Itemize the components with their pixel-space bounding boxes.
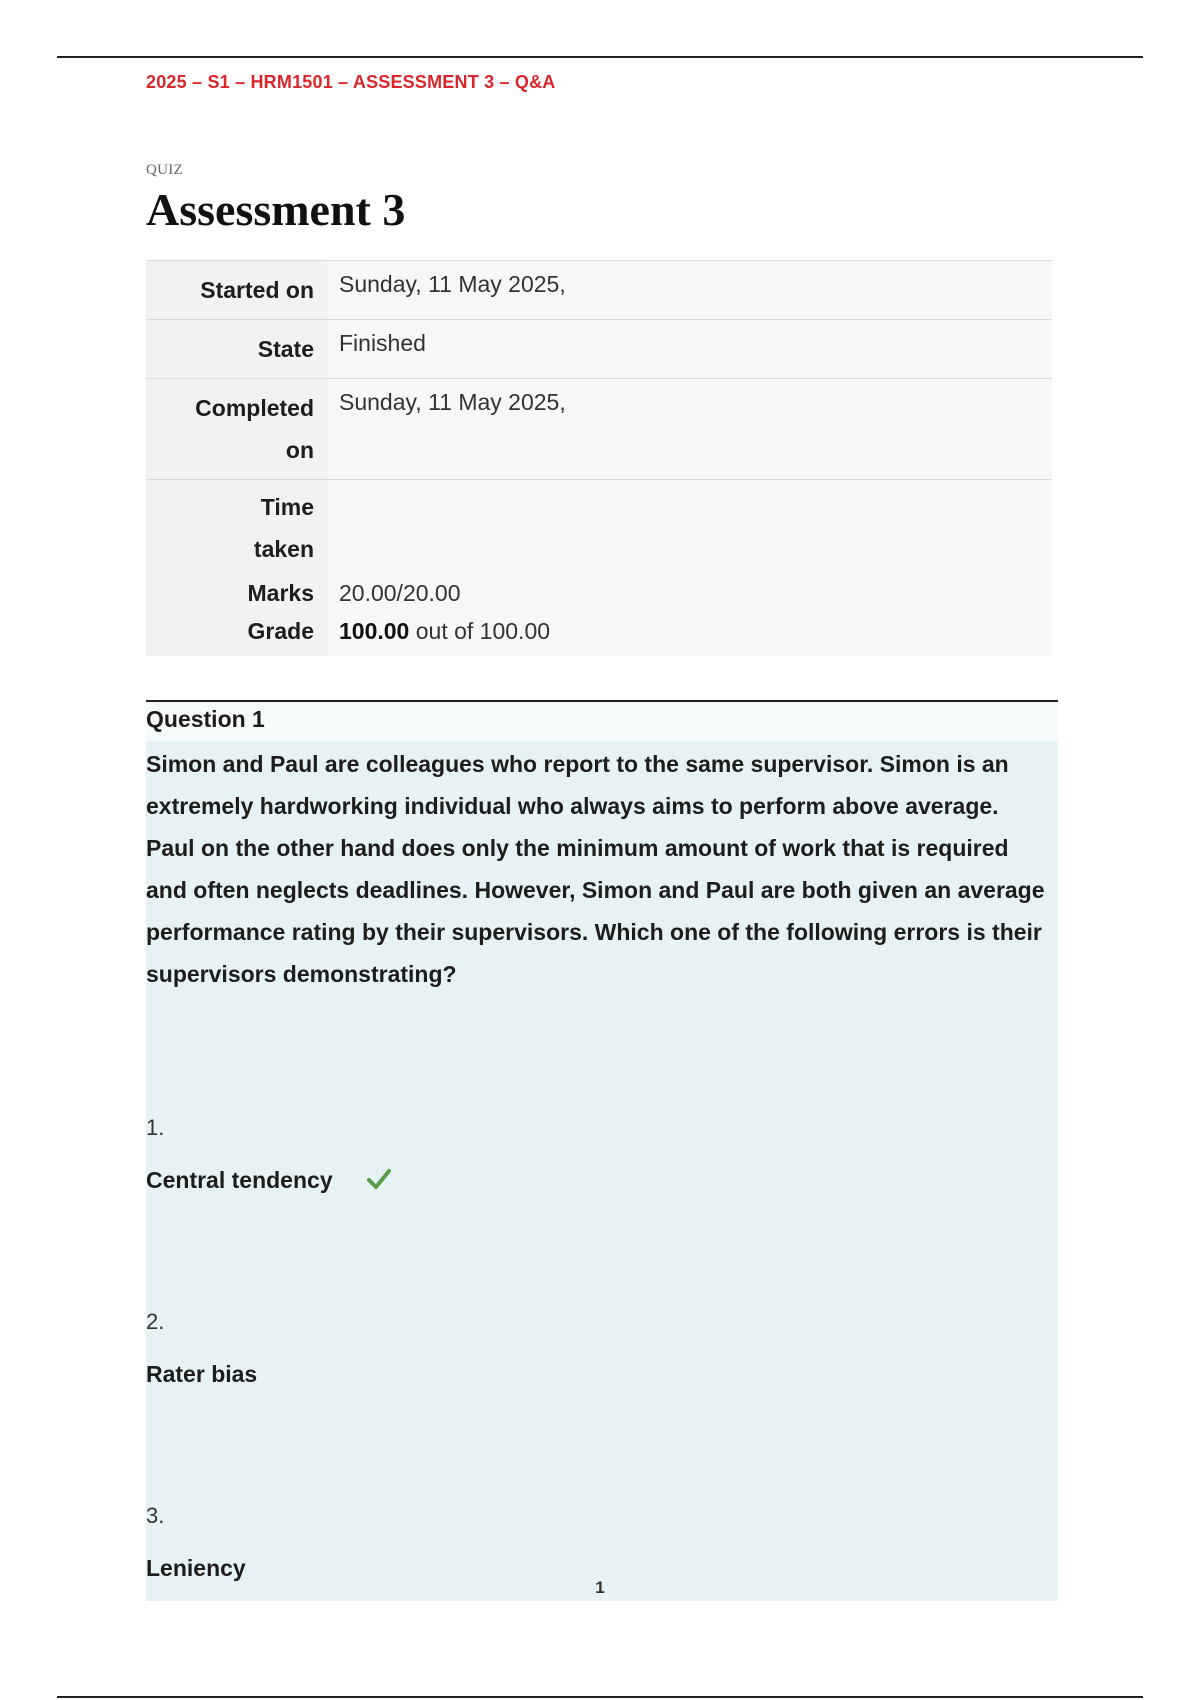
answer-option: [146, 1307, 1058, 1389]
summary-value: [327, 480, 1052, 575]
answer-option: [146, 1501, 1058, 1583]
summary-label-line: Completed: [195, 395, 314, 421]
question-text: Simon and Paul are colleagues who report to the same supervisor. Simon is an extremely hardworking individual who always aims to perform above average. Paul on the other hand does only the minimum amount of work that is required and often neglects deadlines. However, Simon and Paul are both given an average performance rating by their supervisors. Which one of the following errors is their supervisors demonstrating?: [146, 751, 1045, 987]
answer-text: Rater bias: [146, 1361, 258, 1387]
summary-row-time-taken: [146, 480, 1052, 575]
summary-label-line: on: [285, 437, 314, 463]
answer-list: [146, 1113, 1058, 1583]
summary-label: Started on: [146, 261, 327, 320]
page-title: Assessment 3: [146, 184, 406, 235]
summary-row-grade: [146, 612, 1052, 656]
summary-value: [327, 612, 1052, 656]
document-header: 2025 – S1 – HRM1501 – ASSESSMENT 3 – Q&A: [146, 72, 556, 92]
summary-label: [146, 379, 327, 480]
summary-label: Marks: [146, 574, 327, 612]
correct-check-icon: [367, 1168, 391, 1195]
summary-label-line: taken: [253, 536, 314, 562]
quiz-review: [146, 150, 1052, 1601]
summary-value: Sunday, 11 May 2025,: [327, 379, 1052, 480]
summary-row-state: [146, 320, 1052, 379]
answer-option: [146, 1113, 1058, 1195]
summary-row-marks: [146, 574, 1052, 612]
answer-number: 1.: [146, 1115, 165, 1140]
page-number: 1: [595, 1578, 605, 1597]
summary-value: Finished: [327, 320, 1052, 379]
summary-label-line: Time: [260, 494, 314, 520]
grade-out-of: out of 100.00: [409, 618, 551, 644]
summary-row-started: [146, 261, 1052, 320]
grade-score: 100.00: [339, 618, 410, 644]
summary-value: Sunday, 11 May 2025,: [327, 261, 1052, 320]
question-body: [146, 741, 1058, 1601]
summary-label: Grade: [146, 612, 327, 656]
quiz-eyebrow: QUIZ: [146, 162, 184, 178]
top-rule: [57, 56, 1143, 58]
answer-number: 2.: [146, 1309, 165, 1334]
question-block: [146, 700, 1058, 1601]
summary-label: [146, 480, 327, 575]
summary-row-completed: [146, 379, 1052, 480]
summary-value: 20.00/20.00: [327, 574, 1052, 612]
question-number: Question 1: [146, 700, 1058, 741]
bottom-rule: [57, 1696, 1143, 1698]
summary-label: State: [146, 320, 327, 379]
answer-number: 3.: [146, 1503, 165, 1528]
attempt-summary-table: [146, 260, 1052, 656]
answer-text: Central tendency: [146, 1167, 333, 1193]
answer-text: Leniency: [146, 1555, 246, 1581]
